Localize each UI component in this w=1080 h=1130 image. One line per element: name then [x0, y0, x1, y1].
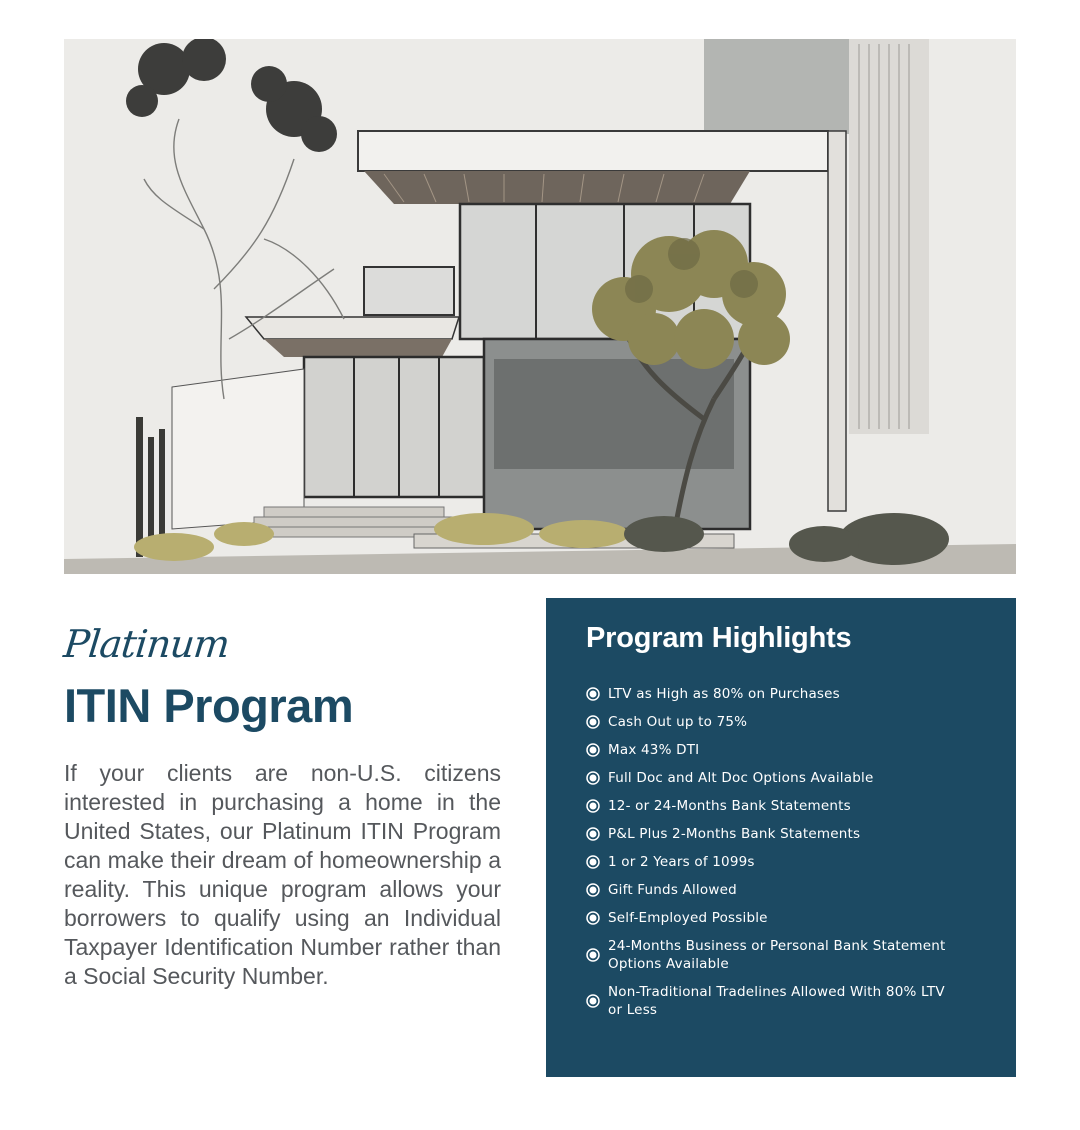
highlight-text: P&L Plus 2-Months Bank Statements — [608, 826, 861, 842]
highlight-text: 12- or 24-Months Bank Statements — [608, 798, 851, 814]
circle-bullet-icon — [586, 994, 600, 1008]
circle-bullet-icon — [586, 715, 600, 729]
list-item — [586, 713, 956, 731]
program-highlights-panel — [546, 598, 1016, 1077]
hero-image — [64, 39, 1016, 574]
circle-bullet-icon — [586, 799, 600, 813]
list-item — [586, 797, 956, 815]
highlight-text: 1 or 2 Years of 1099s — [608, 854, 755, 870]
highlight-text: LTV as High as 80% on Purchases — [608, 686, 840, 702]
list-item — [586, 741, 956, 759]
highlight-text: Full Doc and Alt Doc Options Available — [608, 770, 874, 786]
highlight-text: Non-Traditional Tradelines Allowed With 80% LTV or Less — [608, 984, 945, 1018]
page-title: ITIN Program — [64, 679, 354, 732]
list-item — [586, 825, 956, 843]
highlight-text: Self-Employed Possible — [608, 910, 768, 926]
list-item — [586, 881, 956, 899]
circle-bullet-icon — [586, 827, 600, 841]
list-item — [586, 685, 956, 703]
highlights-title: Program Highlights — [586, 622, 852, 654]
highlight-text: Gift Funds Allowed — [608, 882, 737, 898]
script-subtitle: Platinum — [61, 622, 232, 666]
circle-bullet-icon — [586, 911, 600, 925]
list-item — [586, 937, 956, 973]
circle-bullet-icon — [586, 883, 600, 897]
intro-paragraph: If your clients are non-U.S. citizens interested in purchasing a home in the United States, our Platinum ITIN Program can make their dream of homeownership a reality. This unique program allows your borrowers to qualify using an Individual Taxpayer Identification Number rather than a Social Security Number. — [64, 760, 501, 989]
circle-bullet-icon — [586, 948, 600, 962]
modern-house-illustration — [64, 39, 1016, 574]
list-item — [586, 769, 956, 787]
list-item — [586, 853, 956, 871]
circle-bullet-icon — [586, 743, 600, 757]
highlights-list — [586, 685, 976, 1019]
highlight-text: 24-Months Business or Personal Bank Statement Options Available — [608, 938, 946, 972]
circle-bullet-icon — [586, 771, 600, 785]
highlight-text: Cash Out up to 75% — [608, 714, 748, 730]
circle-bullet-icon — [586, 855, 600, 869]
list-item — [586, 909, 956, 927]
list-item — [586, 983, 956, 1019]
highlight-text: Max 43% DTI — [608, 742, 700, 758]
circle-bullet-icon — [586, 687, 600, 701]
